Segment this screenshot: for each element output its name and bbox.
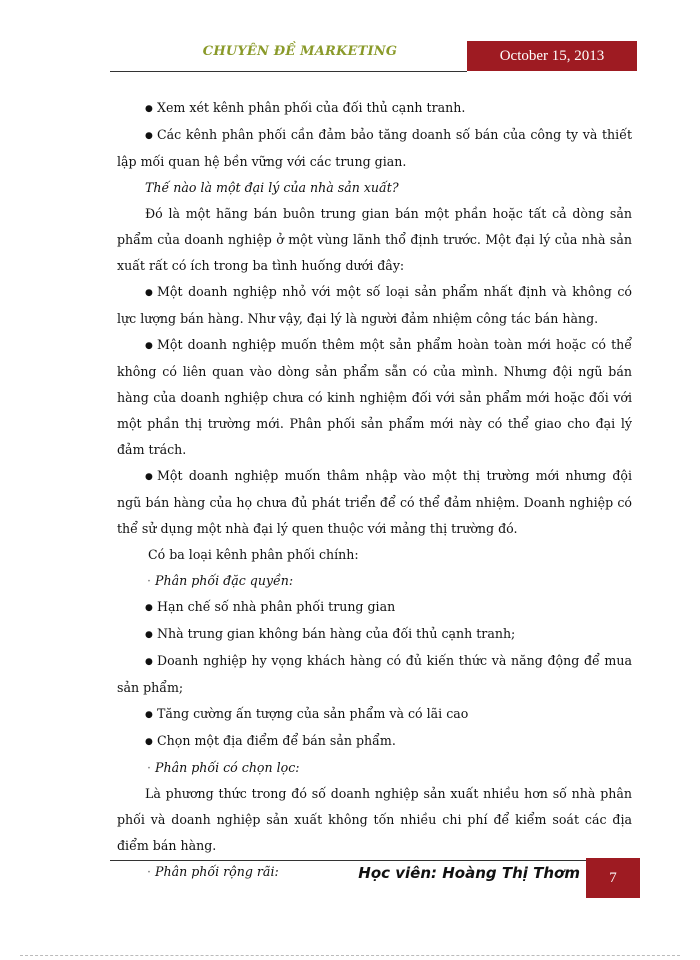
bullet-icon: ● <box>145 630 153 640</box>
bullet-icon: ● <box>145 288 153 298</box>
bullet-item: ● Một doanh nghiệp nhỏ với một số loại sản phẩm nhất định và không có lực lượng bán hàng. Như vậy, đại lý là người đảm nhiệm công tác bán hàng. <box>117 279 632 332</box>
header-title: CHUYÊN ĐỀ MARKETING <box>202 44 398 59</box>
footer-divider <box>110 860 586 861</box>
bullet-item: ● Chọn một địa điểm để bán sản phẩm. <box>117 728 632 755</box>
types-intro: Có ba loại kênh phân phối chính: <box>148 547 359 562</box>
footer-author: Học viên: Hoàng Thị Thơm <box>358 864 580 882</box>
bullet-icon: ● <box>145 603 153 613</box>
section-heading-agent: Thế nào là một đại lý của nhà sản xuất? <box>145 180 399 195</box>
header-divider <box>110 71 467 72</box>
document-body <box>117 95 632 885</box>
bullet-item: ● Hạn chế số nhà phân phối trung gian <box>117 594 632 621</box>
subheading-selective: · Phân phối có chọn lọc: <box>147 760 300 775</box>
bullet-item: ● Xem xét kênh phân phối của đối thủ cạnh tranh. <box>117 95 632 122</box>
paragraph-selective: Là phương thức trong đó số doanh nghiệp sản xuất nhiều hơn số nhà phân phối và doanh nghiệp sản xuất không tốn nhiều chi phí để kiểm soát các địa điểm bán hàng. <box>117 786 632 853</box>
bullet-item: ● Doanh nghiệp hy vọng khách hàng có đủ kiến thức và năng động để mua sản phẩm; <box>117 648 632 701</box>
bullet-item: ● Một doanh nghiệp muốn thâm nhập vào một thị trường mới nhưng đội ngũ bán hàng của họ chưa đủ phát triển để có thể đảm nhiệm. Doanh nghiệp có thể sử dụng một nhà đại lý quen thuộc với mảng thị trường đó. <box>117 463 632 542</box>
bullet-icon: ● <box>145 472 153 482</box>
bullet-icon: ● <box>145 657 153 667</box>
bullet-icon: ● <box>145 104 153 114</box>
bullet-icon: ● <box>145 341 153 351</box>
paragraph-agent: Đó là một hãng bán buôn trung gian bán một phần hoặc tất cả dòng sản phẩm của doanh nghiệp ở một vùng lãnh thổ định trước. Một đại lý của nhà sản xuất rất có ích trong ba tình huống dưới đây: <box>117 206 632 273</box>
dash-mark: · <box>147 864 156 879</box>
bullet-icon: ● <box>145 131 153 141</box>
subheading-intensive: · Phân phối rộng rãi: <box>147 864 279 879</box>
bullet-icon: ● <box>145 737 153 747</box>
bullet-item: ● Các kênh phân phối cần đảm bảo tăng doanh số bán của công ty và thiết lập mối quan hệ bền vững với các trung gian. <box>117 122 632 175</box>
page-bottom-dashed-line <box>20 955 680 956</box>
header-date-badge: October 15, 2013 <box>467 41 637 71</box>
bullet-item: ● Một doanh nghiệp muốn thêm một sản phẩm hoàn toàn mới hoặc có thể không có liên quan vào dòng sản phẩm sẵn có của mình. Nhưng đội ngũ bán hàng của doanh nghiệp chưa có kinh nghiệm đối với sản phẩm mới hoặc đối với một phần thị trường mới. Phân phối sản phẩm mới này có thể giao cho đại lý đảm trách. <box>117 332 632 463</box>
bullet-item: ● Nhà trung gian không bán hàng của đối thủ cạnh tranh; <box>117 621 632 648</box>
page-number-badge: 7 <box>586 858 640 898</box>
dash-mark: · <box>147 760 156 775</box>
bullet-item: ● Tăng cường ấn tượng của sản phẩm và có lãi cao <box>117 701 632 728</box>
subheading-exclusive: · Phân phối đặc quyền: <box>147 573 294 588</box>
dash-mark: · <box>147 573 156 588</box>
bullet-icon: ● <box>145 710 153 720</box>
